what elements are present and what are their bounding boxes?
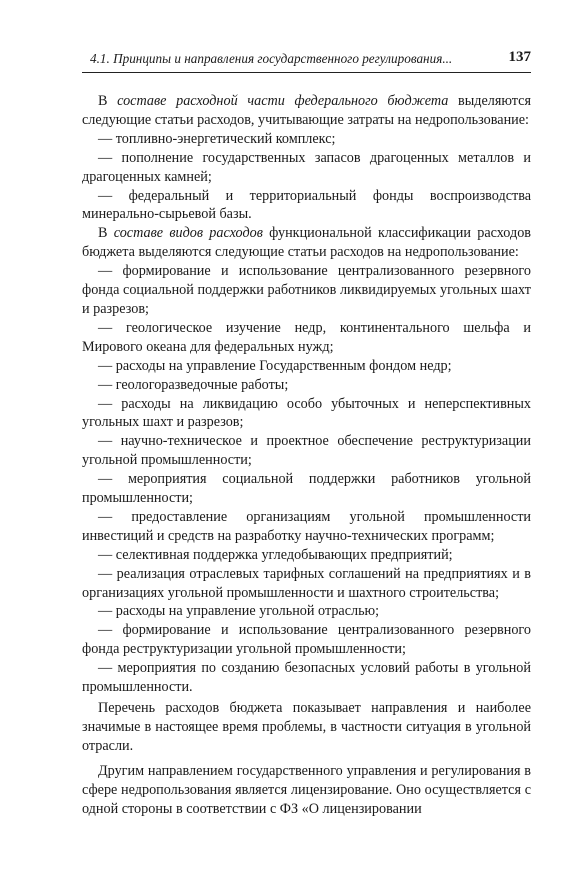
paragraph-budget-intro: В составе расходной части федерального бюджета выделяются следующие статьи расходов, учитывающие затраты на недропользование: [82, 93, 532, 128]
page-number: 137 [508, 49, 531, 65]
list-item: — пополнение государственных запасов драгоценных металлов и драгоценных камней; [82, 149, 531, 185]
running-title: 4.1. Принципы и направления государственного регулирования... [90, 51, 453, 66]
list-item: — мероприятия социальной поддержки работников угольной промышленности; [82, 471, 531, 507]
list-item: — предоставление организациям угольной промышленности инвестиций и средств на разработку научно-технических программ; [82, 508, 531, 544]
list-item: — геологоразведочные работы; [98, 376, 289, 393]
list-item: — селективная поддержка угледобывающих предприятий; [98, 546, 453, 563]
list-item: — формирование и использование централизованного резервного фонда реструктуризации угольной промышленности; [82, 622, 531, 658]
running-header [82, 48, 531, 73]
paragraph-expense-types: В составе видов расходов функциональной классификации расходов бюджета выделяются следующие статьи расходов на недропользование: [82, 225, 531, 261]
paragraph-summary: Перечень расходов бюджета показывает направления и наиболее значимые в настоящее время проблемы, в частности ситуация в угольной отрасли. [82, 700, 531, 754]
emphasis: составе видов расходов [113, 225, 263, 242]
list-item: — мероприятия по созданию безопасных условий работы в угольной промышленности. [82, 660, 531, 696]
list-item: — научно-техническое и проектное обеспечение реструктуризации угольной промышленности; [82, 433, 531, 469]
list-item: — формирование и использование централизованного резервного фонда социальной поддержки работников ликвидируемых угольных шахт и разрезов; [82, 263, 531, 317]
list-item: — расходы на управление угольной отраслью; [98, 603, 380, 620]
emphasis: составе расходной части федерального бюджета [117, 93, 449, 109]
list-item: — расходы на ликвидацию особо убыточных и неперспективных угольных шахт и разрезов; [82, 395, 531, 431]
paragraph-licensing: Другим направлением государственного управления и регулирования в сфере недропользования является лицензирование. Оно осуществляется с одной стороны в соответствии с ФЗ «О лицензировании [82, 762, 531, 817]
list-item: — топливно-энергетический комплекс; [98, 130, 336, 147]
list-item: — расходы на управление Государственным фондом недр; [98, 357, 452, 374]
list-item: — геологическое изучение недр, континентального шельфа и Мирового океана для федеральных нужд; [82, 319, 531, 355]
body-text [82, 92, 531, 818]
list-item: — реализация отраслевых тарифных соглашений на предприятиях и в организациях угольной промышленности и шахтного строительства; [82, 565, 531, 601]
list-item: — федеральный и территориальный фонды воспроизводства минерально-сырьевой базы. [82, 187, 531, 223]
